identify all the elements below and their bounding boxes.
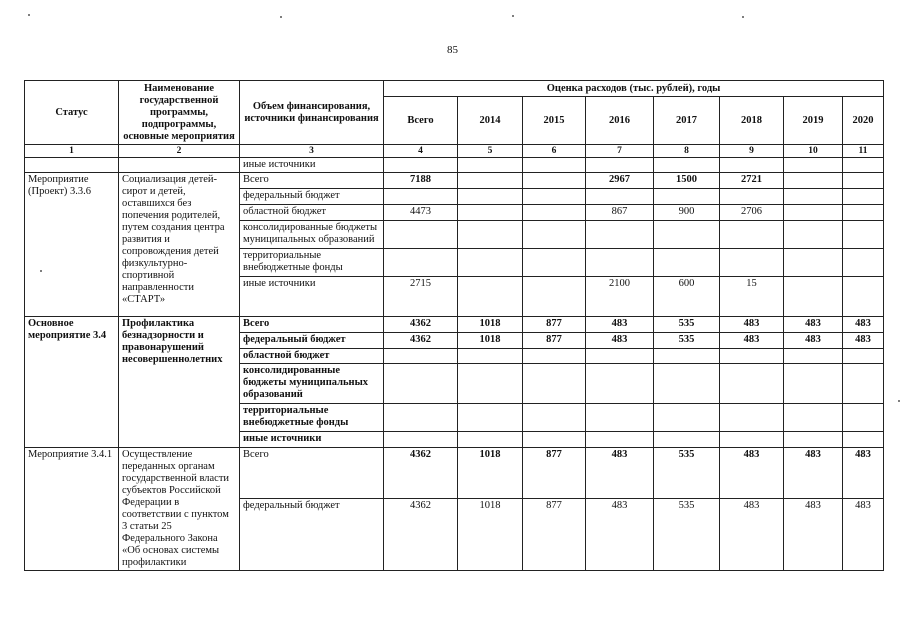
value-cell xyxy=(720,432,784,448)
value-cell xyxy=(384,189,458,205)
value-cell xyxy=(586,432,654,448)
name-cell: Осуществление переданных органам государственной власти субъектов Российской Федерации в соответствии с пунктом 3 статьи 25 Федерального Закона «Об основах системы профилактики xyxy=(119,448,240,571)
value-cell xyxy=(720,221,784,249)
column-number: 1 xyxy=(25,145,119,158)
source-cell: консолидированные бюджеты муниципальных образований xyxy=(240,221,384,249)
source-cell: федеральный бюджет xyxy=(240,498,384,570)
source-cell: Всего xyxy=(240,317,384,333)
value-cell xyxy=(523,349,586,364)
value-cell: 535 xyxy=(654,498,720,570)
value-cell xyxy=(843,221,884,249)
header-year: Всего xyxy=(384,97,458,145)
source-cell: Всего xyxy=(240,448,384,499)
value-cell xyxy=(384,364,458,404)
source-cell: областной бюджет xyxy=(240,205,384,221)
value-cell xyxy=(523,221,586,249)
value-cell xyxy=(654,364,720,404)
source-cell: федеральный бюджет xyxy=(240,189,384,205)
value-cell: 483 xyxy=(843,498,884,570)
value-cell xyxy=(784,249,843,277)
value-cell xyxy=(458,277,523,317)
value-cell xyxy=(523,189,586,205)
column-number: 7 xyxy=(586,145,654,158)
value-cell: 867 xyxy=(586,205,654,221)
value-cell xyxy=(720,349,784,364)
value-cell xyxy=(384,432,458,448)
value-cell: 4473 xyxy=(384,205,458,221)
value-cell xyxy=(720,404,784,432)
value-cell xyxy=(458,249,523,277)
value-cell xyxy=(586,158,654,173)
value-cell: 483 xyxy=(720,317,784,333)
value-cell xyxy=(654,158,720,173)
value-cell xyxy=(523,277,586,317)
value-cell xyxy=(843,189,884,205)
value-cell: 483 xyxy=(720,333,784,349)
value-cell: 2721 xyxy=(720,173,784,189)
column-number: 9 xyxy=(720,145,784,158)
column-number: 2 xyxy=(119,145,240,158)
value-cell: 4362 xyxy=(384,333,458,349)
source-cell: территориальные внебюджетные фонды xyxy=(240,404,384,432)
value-cell xyxy=(720,189,784,205)
value-cell: 4362 xyxy=(384,448,458,499)
value-cell xyxy=(784,349,843,364)
source-cell: иные источники xyxy=(240,277,384,317)
column-number: 11 xyxy=(843,145,884,158)
source-cell: федеральный бюджет xyxy=(240,333,384,349)
value-cell: 877 xyxy=(523,333,586,349)
value-cell xyxy=(384,349,458,364)
column-number: 5 xyxy=(458,145,523,158)
value-cell: 1500 xyxy=(654,173,720,189)
value-cell: 535 xyxy=(654,448,720,499)
value-cell: 7188 xyxy=(384,173,458,189)
value-cell xyxy=(784,277,843,317)
value-cell: 535 xyxy=(654,333,720,349)
header-year: 2017 xyxy=(654,97,720,145)
source-cell: иные источники xyxy=(240,158,384,173)
value-cell xyxy=(784,158,843,173)
value-cell xyxy=(586,249,654,277)
value-cell: 4362 xyxy=(384,317,458,333)
value-cell: 483 xyxy=(843,448,884,499)
column-number: 10 xyxy=(784,145,843,158)
source-cell: территориальные внебюджетные фонды xyxy=(240,249,384,277)
value-cell xyxy=(720,364,784,404)
name-cell: Социализация детей-сирот и детей, оставшихся без попечения родителей, путем создания центра развития и сопровождения детей физкультурно-спортивной направленности «СТАРТ» xyxy=(119,173,240,317)
value-cell: 1018 xyxy=(458,333,523,349)
value-cell: 1018 xyxy=(458,317,523,333)
value-cell xyxy=(843,205,884,221)
source-cell: иные источники xyxy=(240,432,384,448)
top-continuation-row xyxy=(25,158,884,173)
value-cell: 877 xyxy=(523,498,586,570)
value-cell: 600 xyxy=(654,277,720,317)
value-cell xyxy=(843,173,884,189)
value-cell: 483 xyxy=(586,317,654,333)
name-cell: Профилактика безнадзорности и правонарушений несовершеннолетних xyxy=(119,317,240,448)
value-cell xyxy=(458,349,523,364)
value-cell xyxy=(523,158,586,173)
source-cell: Всего xyxy=(240,173,384,189)
budget-table xyxy=(24,80,884,571)
budget-row xyxy=(25,173,884,189)
source-cell: областной бюджет xyxy=(240,349,384,364)
value-cell: 1018 xyxy=(458,448,523,499)
value-cell xyxy=(843,158,884,173)
status-cell: Основное мероприятие 3.4 xyxy=(25,317,119,448)
value-cell xyxy=(843,277,884,317)
budget-row xyxy=(25,317,884,333)
status-cell: Мероприятие (Проект) 3.3.6 xyxy=(25,173,119,317)
value-cell xyxy=(458,189,523,205)
value-cell: 483 xyxy=(843,317,884,333)
value-cell xyxy=(586,189,654,205)
value-cell xyxy=(654,404,720,432)
value-cell xyxy=(843,349,884,364)
header-year: 2019 xyxy=(784,97,843,145)
value-cell xyxy=(384,404,458,432)
column-number: 4 xyxy=(384,145,458,158)
source-cell: консолидированные бюджеты муниципальных образований xyxy=(240,364,384,404)
value-cell: 483 xyxy=(720,448,784,499)
value-cell xyxy=(654,432,720,448)
value-cell xyxy=(843,404,884,432)
value-cell: 15 xyxy=(720,277,784,317)
value-cell: 483 xyxy=(784,448,843,499)
value-cell xyxy=(458,205,523,221)
value-cell xyxy=(784,364,843,404)
value-cell: 2706 xyxy=(720,205,784,221)
value-cell xyxy=(458,364,523,404)
value-cell: 483 xyxy=(784,498,843,570)
value-cell xyxy=(586,364,654,404)
column-numbers-row xyxy=(25,145,884,158)
header-year: 2015 xyxy=(523,97,586,145)
value-cell: 483 xyxy=(586,448,654,499)
value-cell xyxy=(523,404,586,432)
value-cell xyxy=(458,221,523,249)
value-cell xyxy=(458,432,523,448)
value-cell xyxy=(384,158,458,173)
value-cell xyxy=(654,349,720,364)
value-cell xyxy=(784,221,843,249)
value-cell: 483 xyxy=(843,333,884,349)
value-cell: 2100 xyxy=(586,277,654,317)
page-number: 85 xyxy=(447,44,458,56)
value-cell xyxy=(843,364,884,404)
value-cell xyxy=(784,432,843,448)
value-cell xyxy=(720,249,784,277)
value-cell xyxy=(523,249,586,277)
header-source: Объем финансирования, источники финансирования xyxy=(240,81,384,145)
value-cell xyxy=(523,364,586,404)
value-cell xyxy=(586,221,654,249)
value-cell xyxy=(523,205,586,221)
value-cell: 900 xyxy=(654,205,720,221)
header-year: 2018 xyxy=(720,97,784,145)
header-year: 2016 xyxy=(586,97,654,145)
status-cell: Мероприятие 3.4.1 xyxy=(25,448,119,571)
value-cell xyxy=(784,189,843,205)
header-name: Наименование государственной программы, подпрограммы, основные мероприятия xyxy=(119,81,240,145)
value-cell xyxy=(384,249,458,277)
value-cell xyxy=(784,173,843,189)
value-cell xyxy=(586,349,654,364)
value-cell xyxy=(720,158,784,173)
value-cell xyxy=(654,221,720,249)
value-cell: 2715 xyxy=(384,277,458,317)
value-cell xyxy=(654,249,720,277)
value-cell: 483 xyxy=(720,498,784,570)
value-cell xyxy=(784,404,843,432)
value-cell: 877 xyxy=(523,448,586,499)
value-cell: 483 xyxy=(586,333,654,349)
value-cell xyxy=(523,432,586,448)
status-cell xyxy=(25,158,119,173)
value-cell xyxy=(843,249,884,277)
value-cell xyxy=(586,404,654,432)
header-year: 2014 xyxy=(458,97,523,145)
value-cell xyxy=(458,173,523,189)
value-cell: 483 xyxy=(784,333,843,349)
value-cell xyxy=(384,221,458,249)
value-cell xyxy=(458,158,523,173)
value-cell xyxy=(523,173,586,189)
value-cell: 483 xyxy=(586,498,654,570)
value-cell: 483 xyxy=(784,317,843,333)
header-cost-title: Оценка расходов (тыс. рублей), годы xyxy=(384,81,884,97)
value-cell: 4362 xyxy=(384,498,458,570)
value-cell: 877 xyxy=(523,317,586,333)
value-cell: 535 xyxy=(654,317,720,333)
value-cell xyxy=(843,432,884,448)
name-cell xyxy=(119,158,240,173)
column-number: 8 xyxy=(654,145,720,158)
value-cell xyxy=(654,189,720,205)
header-status: Статус xyxy=(25,81,119,145)
budget-row xyxy=(25,448,884,499)
value-cell: 1018 xyxy=(458,498,523,570)
value-cell xyxy=(784,205,843,221)
value-cell xyxy=(458,404,523,432)
header-year: 2020 xyxy=(843,97,884,145)
value-cell: 2967 xyxy=(586,173,654,189)
column-number: 3 xyxy=(240,145,384,158)
column-number: 6 xyxy=(523,145,586,158)
